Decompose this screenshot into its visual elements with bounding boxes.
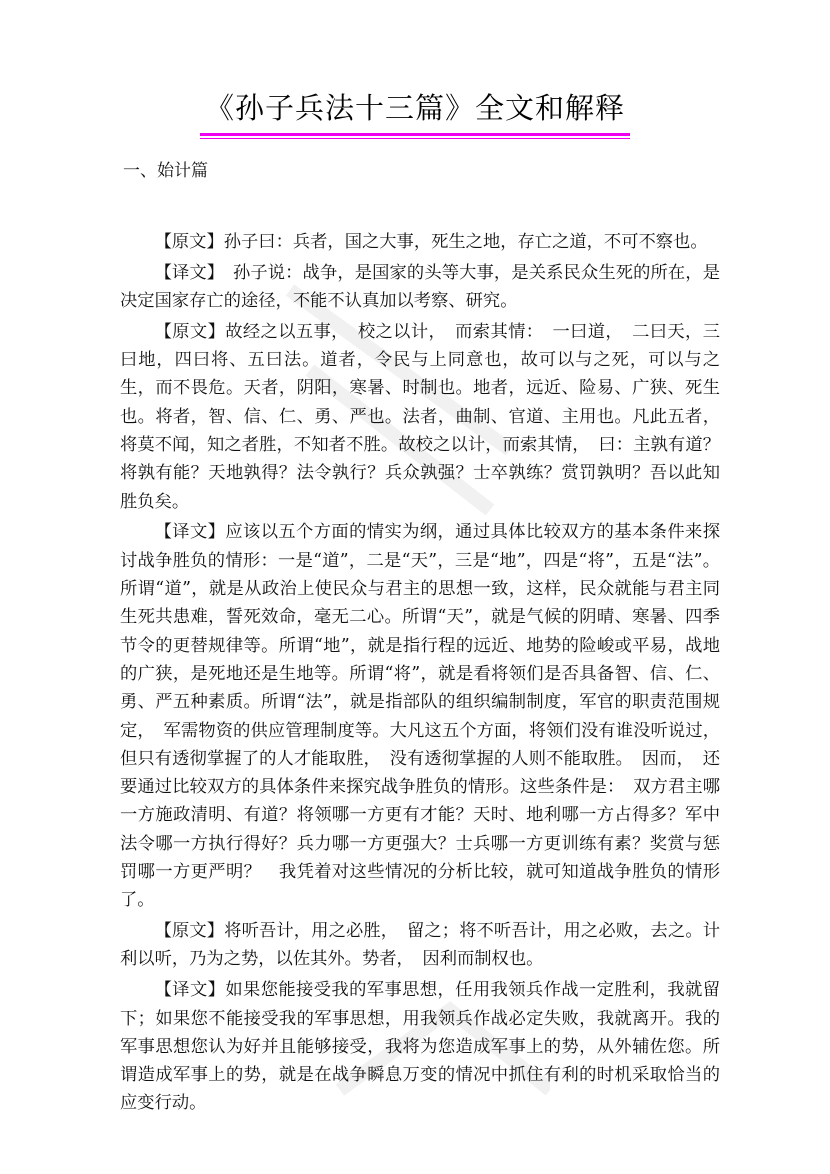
- paragraph-tag: 【原文】: [154, 321, 226, 342]
- section-heading: 一、始计篇: [123, 161, 208, 181]
- paragraph-tag: 【译文】: [154, 522, 226, 543]
- paragraph-tag: 【原文】: [154, 921, 225, 942]
- paragraph-translation-1: [120, 259, 720, 316]
- paragraph-tag: 【译文】: [154, 262, 216, 283]
- paragraph-text: 将听吾计，用之必胜， 留之；将不听吾计，用之必败，去之。计利以听，乃为之势，以佐其外。势者， 因利而制权也。: [120, 921, 720, 970]
- paragraph-text: 故经之以五事， 校之以计， 而索其情： 一曰道， 二曰天，三曰地，四曰将、五曰法。道者，令民与上同意也，故可以与之死，可以与之生，而不畏危。天者，阴阳，寒暑、时制也。地者，远近、险易、广狭、死生也。将者，智、信、仁、勇、严也。法者，曲制、官道、主用也。凡此五者，将莫不闻，知之者胜，不知者不胜。故校之以计，而索其情， 曰：主孰有道？将孰有能？天地孰得？法令孰行？兵众孰强？士卒孰练？赏罚孰明？吾以此知胜负矣。: [120, 321, 720, 512]
- paragraph-translation-3: [120, 976, 720, 1117]
- paragraph-original-3: [120, 917, 720, 974]
- document-title: 《孙子兵法十三篇》全文和解释: [204, 91, 625, 125]
- paragraph-original-2: [120, 318, 720, 516]
- title-underline-thick: [200, 133, 630, 136]
- paragraph-text: 孙子说：战争，是国家的头等大事，是关系民众生死的所在，是决定国家存亡的途径，不能不认真加以考察、研究。: [120, 262, 720, 312]
- document-body: [120, 228, 720, 1120]
- paragraph-original-1: [120, 228, 720, 256]
- paragraph-translation-2: [120, 518, 720, 914]
- paragraph-tag: 【译文】: [154, 980, 226, 1001]
- paragraph-text: 孙子曰：兵者，国之大事，死生之地，存亡之道，不可不察也。: [223, 232, 708, 252]
- paragraph-text: 应该以五个方面的情实为纲，通过具体比较双方的基本条件来探讨战争胜负的情形：一是“道”，二是“天”，三是“地”，四是“将”，五是“法”。所谓“道”，就是从政治上使民众与君主的思想一致，这样，民众就能与君主同生死共患难，誓死效命，毫无二心。所谓“天”，就是气候的阴晴、寒暑、四季节令的更替规律等。所谓“地”，就是指行程的远近、地势的险峻或平易，战地的广狭，是死地还是生地等。所谓“将”，就是看将领们是否具备智、信、仁、勇、严五种素质。所谓“法”，就是指部队的组织编制制度，军官的职责范围规定， 军需物资的供应管理制度等。大凡这五个方面，将领们没有谁没听说过，但只有透彻掌握了的人才能取胜， 没有透彻掌握的人则不能取胜。 因而， 还要通过比较双方的具体条件来探究战争胜负的情形。这些条件是： 双方君主哪一方施政清明、有道？将领哪一方更有才能？天时、地利哪一方占得多？军中法令哪一方执行得好？兵力哪一方更强大？士兵哪一方更训练有素？奖赏与惩罚哪一方更严明？ 我凭着对这些情况的分析比较，就可知道战争胜负的情形了。: [120, 522, 720, 911]
- paragraph-text: 如果您能接受我的军事思想，任用我领兵作战一定胜利，我就留下；如果您不能接受我的军事思想，用我领兵作战必定失败，我就离开。我的军事思想您认为好并且能够接受，我将为您造成军事上的势，从外辅佐您。所谓造成军事上的势，就是在战争瞬息万变的情况中抓住有利的时机采取恰当的应变行动。: [120, 980, 720, 1114]
- title-underline-thin: [200, 138, 630, 139]
- paragraph-tag: 【原文】: [154, 232, 224, 252]
